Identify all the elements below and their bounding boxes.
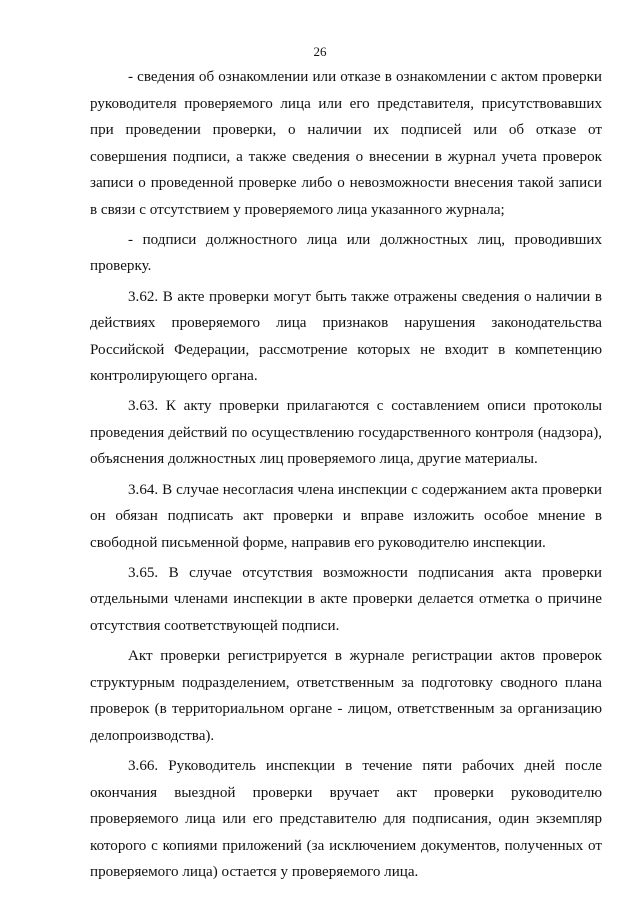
paragraph-3-62: 3.62. В акте проверки могут быть также отражены сведения о наличии в действиях проверяемого лица признаков нарушения законодательства Российской Федерации, рассмотрение которых не входит в компетенцию контролирующего органа. — [90, 288, 602, 385]
paragraph-3-65: 3.65. В случае отсутствия возможности подписания акта проверки отдельными членами инспекции в акте проверки делается отметка о причине отсутствия соответствующей подписи. — [90, 564, 602, 634]
paragraph-inspector-signatures: - подписи должностного лица или должностных лиц, проводивших проверку. — [90, 231, 602, 275]
paragraph-inspection-acquaintance-info: - сведения об ознакомлении или отказе в ознакомлении с актом проверки руководителя проверяемого лица или его представителя, присутствовавших при проведении проверки, о наличии их подписей или об отказе от совершения подписи, а также сведения о внесении в журнал учета проверок записи о проведенной проверке либо о невозможности внесения такой записи в связи с отсутствием у проверяемого лица указанного журнала; — [90, 69, 602, 218]
document-body — [90, 64, 602, 886]
paragraph-act-registration: Акт проверки регистрируется в журнале регистрации актов проверок структурным подразделением, ответственным за подготовку сводного плана проверок (в территориальном органе - лицом, ответственным за организацию делопроизводства). — [90, 648, 602, 744]
page-number: 26 — [313, 44, 327, 59]
paragraph-3-64: 3.64. В случае несогласия члена инспекции с содержанием акта проверки он обязан подписать акт проверки и вправе изложить особое мнение в свободной письменной форме, направив его руководителю инспекции. — [90, 481, 602, 551]
paragraph-3-66: 3.66. Руководитель инспекции в течение пяти рабочих дней после окончания выездной проверки вручает акт проверки руководителю проверяемого лица или его представителю для подписания, один экземпляр которого с копиями приложений (за исключением документов, полученных от проверяемого лица) остается у проверяемого лица. — [90, 758, 602, 881]
paragraph-3-63: 3.63. К акту проверки прилагаются с составлением описи протоколы проведения действий по осуществлению государственного контроля (надзора), объяснения должностных лиц проверяемого лица, другие материалы. — [90, 398, 602, 468]
